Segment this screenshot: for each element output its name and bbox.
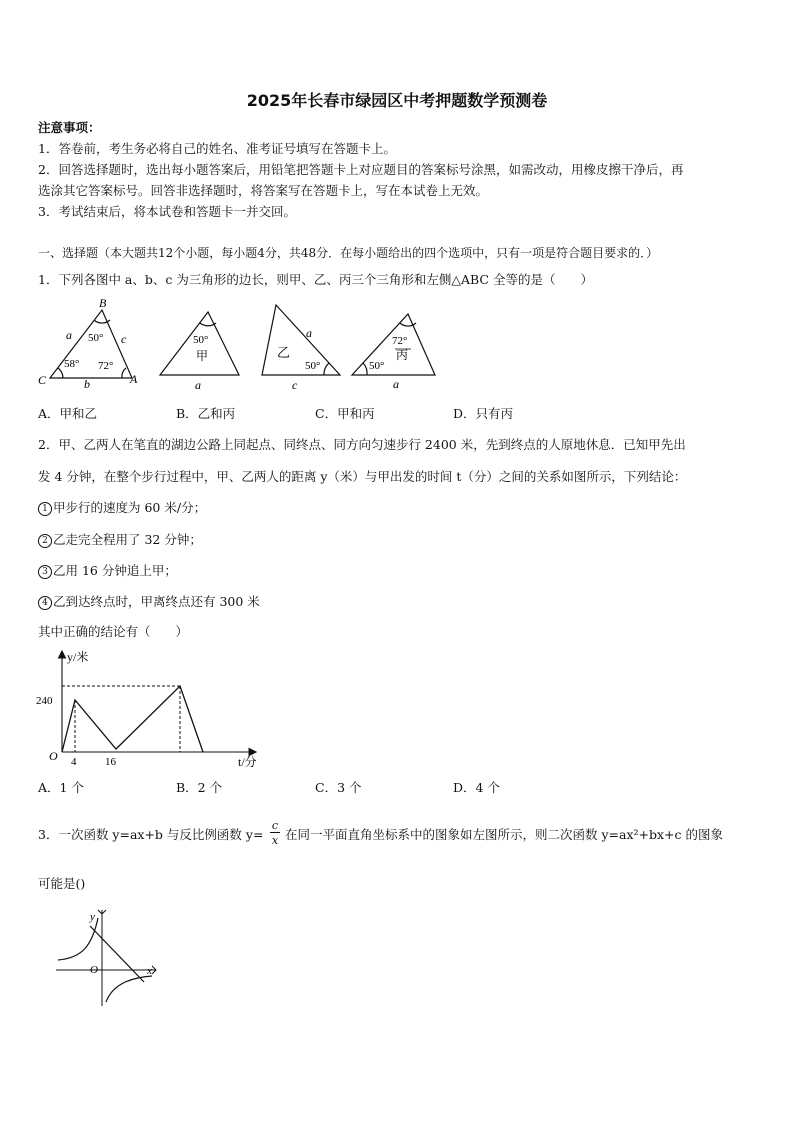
y-label: y/米 <box>67 650 89 664</box>
yi-angle: 50° <box>305 360 321 372</box>
x-label: t/分 <box>238 755 257 769</box>
q2-option-a: A．1 个 <box>38 780 84 795</box>
q2-conclusion-4: 4 乙到达终点时，甲离终点还有 300 米 <box>38 594 260 610</box>
q1-figure <box>30 292 450 392</box>
tick-16: 16 <box>105 756 116 768</box>
q2-option-b: B．2 个 <box>176 780 223 795</box>
bing-angle-top: 72° <box>392 335 408 347</box>
jia-label: 甲 <box>196 349 209 363</box>
q2-option-d: D．4 个 <box>453 780 500 795</box>
q2-conclusion-2: 2 乙走完全程用了 32 分钟； <box>38 532 202 548</box>
circled-number: 2 <box>38 534 52 548</box>
bing-angle-left: 50° <box>369 360 385 372</box>
notice-item-2b: 选涂其它答案标号。回答非选择题时，将答案写在答题卡上，写在本试卷上无效。 <box>38 183 489 198</box>
triangle-abc <box>50 310 132 378</box>
bing-side: a <box>393 377 399 391</box>
notice-item-2a: 2．回答选择题时，选出每小题答案后，用铅笔把答题卡上对应题目的答案标号涂黑，如需改动，用橡皮擦干净后，再 <box>38 162 684 177</box>
circled-number: 1 <box>38 502 52 516</box>
label-a: a <box>66 328 72 342</box>
circled-number: 4 <box>38 596 52 610</box>
notice-heading: 注意事项： <box>38 120 101 135</box>
angle-A: 72° <box>98 360 114 372</box>
label-C: C <box>38 373 47 387</box>
q3-line-2: 可能是() <box>38 876 86 891</box>
q2-ask: 其中正确的结论有（ ） <box>38 624 189 639</box>
circled-number: 3 <box>38 565 52 579</box>
x-label: x <box>147 965 152 977</box>
q2-conclusion-1: 1 甲步行的速度为 60 米/分； <box>38 500 206 516</box>
q2-option-c: C．3 个 <box>315 780 362 795</box>
jia-side: a <box>195 378 201 392</box>
jia-angle: 50° <box>193 334 209 346</box>
q1-option-d: D．只有丙 <box>453 406 514 421</box>
q3-frac-num: c <box>271 819 279 832</box>
label-B: B <box>99 296 107 310</box>
label-A: A <box>130 372 138 386</box>
angle-C: 58° <box>64 358 80 370</box>
bing-label: 丙 <box>396 348 409 362</box>
section-heading: 一、选择题（本大题共12个小题，每小题4分，共48分．在每小题给出的四个选项中，只有一项是符合题目要求的．） <box>38 246 659 260</box>
yi-side-c: c <box>292 378 298 392</box>
distance-line <box>62 686 203 752</box>
label-b: b <box>84 377 90 391</box>
q1-option-a: A．甲和乙 <box>38 406 98 421</box>
label-c: c <box>121 332 127 346</box>
q2-graph <box>30 646 270 771</box>
origin-label: O <box>90 964 98 976</box>
yi-side-a: a <box>306 326 312 340</box>
page-title: 2025年长春市绿园区中考押题数学预测卷 <box>246 91 548 110</box>
notice-item-3: 3．考试结束后，将本试卷和答题卡一并交回。 <box>38 204 296 219</box>
q1-stem: 1．下列各图中 a、b、c 为三角形的边长，则甲、乙、丙三个三角形和左侧△ABC 全等的是（ ） <box>38 272 593 287</box>
origin-label: O <box>49 749 58 763</box>
angle-B: 50° <box>88 332 104 344</box>
q3-stem-pre: 3．一次函数 y=ax+b 与反比例函数 y= <box>38 827 264 842</box>
notice-item-1: 1．答卷前，考生务必将自己的姓名、准考证号填写在答题卡上。 <box>38 141 396 156</box>
q2-stem-1: 2．甲、乙两人在笔直的湖边公路上同起点、同终点、同方向匀速步行 2400 米，先到终点的人原地休息．已知甲先出 <box>38 437 686 452</box>
q2-conclusion-3: 3 乙用 16 分钟追上甲； <box>38 563 177 579</box>
q1-option-b: B．乙和丙 <box>176 406 236 421</box>
q2-stem-2: 发 4 分钟，在整个步行过程中，甲、乙两人的距离 y（米）与甲出发的时间 t（分）之间的关系如图所示，下列结论： <box>38 469 687 484</box>
q3-stem-post: 在同一平面直角坐标系中的图象如左图所示，则二次函数 y=ax²+bx+c 的图象 <box>285 827 723 842</box>
hyperbola-branch-right <box>106 976 152 1002</box>
hyperbola-branch-left <box>58 918 98 960</box>
q3-frac-den: x <box>271 834 279 847</box>
triangle-yi <box>262 305 340 375</box>
q3-graph <box>52 906 162 1008</box>
linear-function-line <box>90 926 144 982</box>
tick-240: 240 <box>36 695 53 707</box>
tick-4: 4 <box>71 756 77 768</box>
yi-label: 乙 <box>277 345 291 360</box>
y-label: y <box>90 911 95 923</box>
q1-option-c: C．甲和丙 <box>315 406 375 421</box>
